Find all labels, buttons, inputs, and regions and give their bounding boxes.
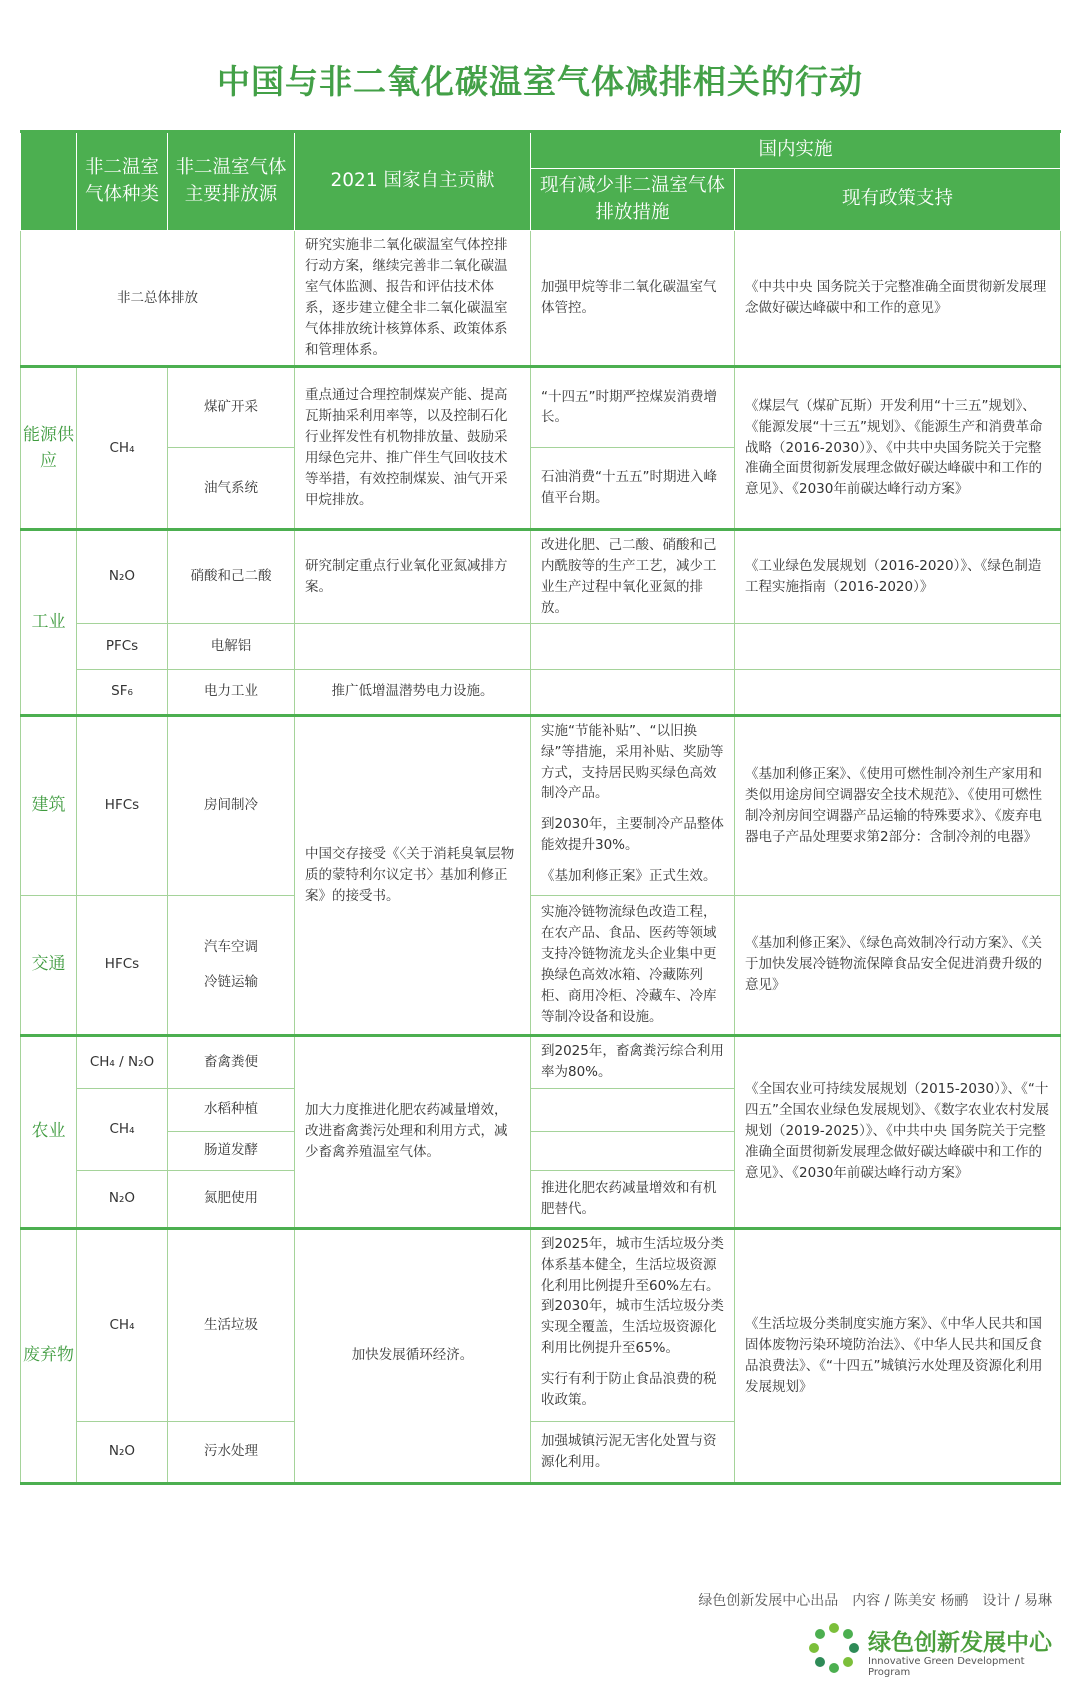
hfc-ndc: 中国交存接受《〈关于消耗臭氧层物质的蒙特利尔议定书〉基加利修正案》的接受书。 [295, 715, 531, 1035]
agri-gas-ch4n2o: CH₄ / N₂O [77, 1035, 168, 1088]
sector-transport: 交通 [21, 895, 77, 1035]
empty-cell [735, 669, 1061, 715]
sector-energy: 能源供应 [21, 366, 77, 529]
empty-cell [295, 623, 531, 669]
empty-cell [531, 1088, 735, 1131]
industry-src-aluminium: 电解铝 [168, 623, 295, 669]
agri-src-rice: 水稻种植 [168, 1088, 295, 1131]
energy-src-coal: 煤矿开采 [168, 366, 295, 447]
transport-src-ac: 汽车空调 [204, 938, 258, 955]
building-src: 房间制冷 [168, 715, 295, 895]
building-policy: 《基加利修正案》、《使用可燃性制冷剂生产家用和类似用途房间空调器安全技术规范》、《使用可燃性制冷剂房间空调器产品运输的特殊要求》、《废弃电器电子产品处理要求第2部分：含制冷剂的电器》 [735, 715, 1061, 895]
header-ndc: 2021 国家自主贡献 [295, 132, 531, 231]
agri-measure-fertilizer: 推进化肥农药减量增效和有机肥替代。 [531, 1170, 735, 1228]
credits: 绿色创新发展中心出品 内容 / 陈美安 杨鹂 设计 / 易琳 [698, 1593, 1052, 1609]
waste-measures-msw [531, 1228, 735, 1421]
transport-policy: 《基加利修正案》、《绿色高效制冷行动方案》、《关于加快发展冷链物流保障食品安全促进消费升级的意见》 [735, 895, 1061, 1035]
agri-src-fertilizer: 氮肥使用 [168, 1170, 295, 1228]
waste-policy: 《生活垃圾分类制度实施方案》、《中华人民共和国固体废物污染环境防治法》、《中华人民共和国反食品浪费法》、《“十四五”城镇污水处理及资源化利用发展规划》 [735, 1228, 1061, 1483]
header-source: 非二温室气体主要排放源 [168, 132, 295, 231]
waste-gas-n2o: N₂O [77, 1421, 168, 1483]
agri-src-manure: 畜禽粪便 [168, 1035, 295, 1088]
energy-ndc: 重点通过合理控制煤炭产能、提高瓦斯抽采利用率等，以及控制石化行业挥发性有机物排放量、鼓励采用绿色完井、推广伴生气回收技术等举措，有效控制煤炭、油气开采甲烷排放。 [295, 366, 531, 529]
header-domestic: 国内实施 [531, 132, 1061, 169]
waste-ndc: 加快发展循环经济。 [295, 1228, 531, 1483]
empty-cell [735, 623, 1061, 669]
energy-gas: CH₄ [77, 366, 168, 529]
logo-ring-icon [808, 1622, 860, 1674]
transport-sources [168, 895, 295, 1035]
overall-policy: 《中共中央 国务院关于完整准确全面贯彻新发展理念做好碳达峰碳中和工作的意见》 [735, 231, 1061, 367]
header-gas-type: 非二温室气体种类 [77, 132, 168, 231]
agri-ndc: 加大力度推进化肥农药减量增效，改进畜禽粪污处理和利用方式，减少畜禽养殖温室气体。 [295, 1035, 531, 1228]
industry-gas-pfcs: PFCs [77, 623, 168, 669]
agri-src-enteric: 肠道发酵 [168, 1131, 295, 1170]
agri-gas-ch4: CH₄ [77, 1088, 168, 1170]
agri-gas-n2o: N₂O [77, 1170, 168, 1228]
overall-label: 非二总体排放 [21, 231, 295, 367]
industry-policy: 《工业绿色发展规划（2016-2020）》、《绿色制造工程实施指南（2016-2020）》 [735, 529, 1061, 623]
sector-building: 建筑 [21, 715, 77, 895]
industry-src-power: 电力工业 [168, 669, 295, 715]
industry-ndc-n2o: 研究制定重点行业氧化亚氮减排方案。 [295, 529, 531, 623]
energy-policy: 《煤层气（煤矿瓦斯）开发利用“十三五”规划》、《能源发展“十三五”规划》、《能源生产和消费革命战略（2016-2030）》、《中共中央国务院关于完整准确全面贯彻新发展理念做好碳达峰碳中和工作的意见》、《2030年前碳达峰行动方案》 [735, 366, 1061, 529]
waste-measure-sewage: 加强城镇污泥无害化处置与资源化利用。 [531, 1421, 735, 1483]
header-policy: 现有政策支持 [735, 168, 1061, 231]
actions-table [20, 130, 1061, 1485]
logo [808, 1620, 1058, 1680]
header-blank [21, 132, 77, 231]
energy-src-oilgas: 油气系统 [168, 447, 295, 529]
agri-measure-manure: 到2025年，畜禽粪污综合利用率为80%。 [531, 1035, 735, 1088]
logo-name-cn: 绿色创新发展中心 [868, 1630, 1052, 1656]
building-measures [531, 715, 735, 895]
waste-gas-ch4: CH₄ [77, 1228, 168, 1421]
industry-gas-sf6: SF₆ [77, 669, 168, 715]
sector-agriculture: 农业 [21, 1035, 77, 1228]
agri-policy: 《全国农业可持续发展规划（2015-2030）》、《“十四五”全国农业绿色发展规划》、《数字农业农村发展规划（2019-2025）》、《中共中央 国务院关于完整准确全面贯彻新发展理念做好碳达峰碳中和工作的意见》、《2030年前碳达峰行动方案》 [735, 1035, 1061, 1228]
building-gas: HFCs [77, 715, 168, 895]
page-title: 中国与非二氧化碳温室气体减排相关的行动 [217, 62, 863, 101]
building-measure-3: 《基加利修正案》正式生效。 [541, 868, 717, 885]
overall-ndc: 研究实施非二氧化碳温室气体控排行动方案，继续完善非二氧化碳温室气体监测、报告和评估技术体系，逐步建立健全非二氧化碳温室气体排放统计核算体系、政策体系和管理体系。 [295, 231, 531, 367]
building-measure-2: 到2030年，主要制冷产品整体能效提升30%。 [541, 816, 724, 854]
empty-cell [531, 669, 735, 715]
industry-ndc-sf6: 推广低增温潜势电力设施。 [295, 669, 531, 715]
transport-measure: 实施冷链物流绿色改造工程，在农产品、食品、医药等领域支持冷链物流龙头企业集中更换绿色高效冰箱、冷藏陈列柜、商用冷柜、冷藏车、冷库等制冷设备和设施。 [531, 895, 735, 1035]
waste-measure-2: 实行有利于防止食品浪费的税收政策。 [541, 1371, 717, 1409]
empty-cell [531, 1131, 735, 1170]
industry-gas-n2o: N₂O [77, 529, 168, 623]
building-measure-1: 实施“节能补贴”、“以旧换绿”等措施，采用补贴、奖励等方式，支持居民购买绿色高效制冷产品。 [541, 722, 724, 802]
industry-src-nitric: 硝酸和己二酸 [168, 529, 295, 623]
empty-cell [531, 623, 735, 669]
waste-src-msw: 生活垃圾 [168, 1228, 295, 1421]
transport-gas: HFCs [77, 895, 168, 1035]
energy-measure-coal: “十四五”时期严控煤炭消费增长。 [531, 366, 735, 447]
header-measures: 现有减少非二温室气体排放措施 [531, 168, 735, 231]
sector-waste: 废弃物 [21, 1228, 77, 1483]
overall-measure: 加强甲烷等非二氧化碳温室气体管控。 [531, 231, 735, 367]
transport-src-cold: 冷链运输 [204, 973, 258, 990]
industry-measure-n2o: 改进化肥、己二酸、硝酸和己内酰胺等的生产工艺，减少工业生产过程中氧化亚氮的排放。 [531, 529, 735, 623]
logo-name-en: Innovative Green Development Program [868, 1656, 1025, 1678]
waste-src-sewage: 污水处理 [168, 1421, 295, 1483]
waste-measure-1: 到2025年，城市生活垃圾分类体系基本健全，生活垃圾资源化利用比例提升至60%左右。到2030年，城市生活垃圾分类实现全覆盖，生活垃圾资源化利用比例提升至65%。 [541, 1235, 724, 1357]
sector-industry: 工业 [21, 529, 77, 715]
energy-measure-oil: 石油消费“十五五”时期进入峰值平台期。 [531, 447, 735, 529]
